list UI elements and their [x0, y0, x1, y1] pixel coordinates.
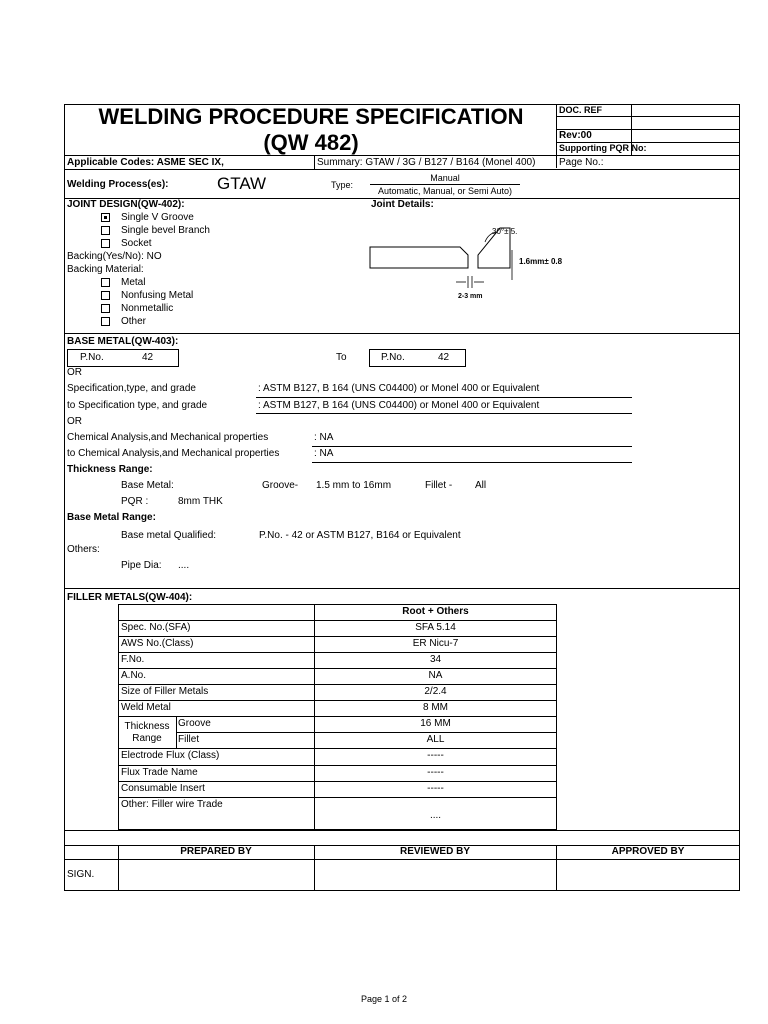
doc-ref-label: DOC. REF [559, 105, 603, 115]
row-line [118, 636, 557, 637]
section-line [64, 830, 740, 831]
field-line [312, 462, 632, 463]
groove-value: 1.5 mm to 16mm [316, 480, 392, 491]
filler-table [118, 604, 557, 830]
material-label: Nonmetallic [121, 303, 174, 314]
joint-details-heading: Joint Details: [371, 199, 434, 210]
angle-label: 30°± 5. [492, 227, 518, 236]
spec-label: Specification,type, and grade [67, 383, 196, 394]
pno-value: 42 [142, 352, 154, 363]
gap-label: 2-3 mm [458, 293, 483, 300]
pno-label: P.No. [80, 352, 104, 363]
material-label: Nonfusing Metal [121, 290, 194, 301]
reviewed-by-label: REVIEWED BY [399, 846, 470, 857]
filler-row-label: F.No. [121, 654, 145, 665]
filler-row-label: Fillet [178, 734, 200, 745]
material-label: Other [121, 316, 147, 327]
filler-row-value: 16 MM [420, 718, 451, 729]
to-chem-label: to Chemical Analysis,and Mechanical properties [67, 448, 280, 459]
filler-row-label: Electrode Flux (Class) [121, 750, 220, 761]
option-label: Single bevel Branch [121, 225, 210, 236]
checkbox-socket[interactable] [101, 239, 110, 248]
welding-process-value: GTAW [217, 174, 267, 193]
fillet-label: Fillet - [425, 480, 453, 491]
root-face-label: 1.6mm± 0.8 [519, 257, 563, 266]
pipe-dia-value: .... [178, 560, 190, 571]
pno2-value: 42 [438, 352, 450, 363]
form-subtitle: (QW 482) [263, 130, 359, 155]
row-line [118, 765, 557, 766]
row-line [118, 716, 557, 717]
row-line [118, 797, 557, 798]
hdr-line [556, 155, 740, 156]
rev-label: Rev:00 [559, 130, 592, 141]
base-metal-label: Base Metal: [121, 480, 174, 491]
checkbox-metal[interactable] [101, 278, 110, 287]
header-divider [556, 104, 557, 168]
field-line [312, 446, 632, 447]
filler-row-value: 2/2.4 [424, 686, 447, 697]
page-no-label: Page No.: [559, 157, 604, 168]
type-value: Manual [430, 173, 460, 183]
field-line [256, 397, 632, 398]
row-line [176, 732, 557, 733]
filler-row-value: SFA 5.14 [415, 622, 456, 633]
section-line [64, 333, 740, 334]
pno2-label: P.No. [381, 352, 405, 363]
supporting-pqr-label: Supporting PQR No: [559, 143, 647, 153]
filler-metals-heading: FILLER METALS(QW-404): [67, 592, 193, 603]
joint-design-heading: JOINT DESIGN(QW-402): [67, 199, 185, 210]
filler-column-header: Root + Others [402, 606, 469, 617]
to-spec-value: : ASTM B127, B 164 (UNS C04400) or Monel 400 or Equivalent [258, 400, 540, 411]
option-label: Single V Groove [121, 212, 194, 223]
chem-label: Chemical Analysis,and Mechanical properties [67, 432, 269, 443]
pqr-label: PQR : [121, 496, 149, 507]
checkbox-single-v-groove[interactable] [101, 213, 110, 222]
prepared-by-label: PREPARED BY [180, 846, 252, 857]
to-spec-label: to Specification type, and grade [67, 400, 208, 411]
filler-row-label: A.No. [121, 670, 147, 681]
sign-label: SIGN. [67, 869, 95, 880]
filler-row-value: ER Nicu-7 [412, 638, 459, 649]
backing: Backing(Yes/No): NO [67, 251, 162, 262]
material-label: Metal [121, 277, 146, 288]
fillet-value: All [475, 480, 487, 491]
checkbox-single-bevel-branch[interactable] [101, 226, 110, 235]
summary: Summary: GTAW / 3G / B127 / B164 (Monel 400) [317, 157, 536, 168]
row-line [118, 652, 557, 653]
section-line [64, 588, 740, 589]
type-label: Type: [331, 180, 354, 190]
backing-material-label: Backing Material: [67, 264, 144, 275]
qualified-label: Base metal Qualified: [121, 530, 217, 541]
filler-row-label: Flux Trade Name [121, 767, 198, 778]
thickness-heading: Thickness Range: [67, 464, 153, 475]
spec-value: : ASTM B127, B 164 (UNS C04400) or Monel 400 or Equivalent [258, 383, 540, 394]
to-label: To [336, 352, 347, 363]
filler-row-label: Size of Filler Metals [121, 686, 209, 697]
filler-row-label: Spec. No.(SFA) [121, 622, 191, 633]
filler-row-value: .... [429, 810, 442, 821]
filler-row-value: ALL [426, 734, 445, 745]
page-footer: Page 1 of 2 [360, 994, 408, 1004]
filler-row-value: ----- [427, 783, 444, 794]
others-label: Others: [67, 544, 100, 555]
chem-value: : NA [314, 432, 334, 443]
or-label: OR [67, 367, 82, 378]
checkbox-nonfusing-metal[interactable] [101, 291, 110, 300]
base-metal-range-heading: Base Metal Range: [67, 512, 156, 523]
row-line [118, 781, 557, 782]
or-label-2: OR [67, 416, 82, 427]
filler-row-label: AWS No.(Class) [121, 638, 194, 649]
form-title: WELDING PROCEDURE SPECIFICATION [98, 104, 524, 129]
welding-process-label: Welding Process(es): [67, 179, 169, 190]
filler-row-label: Groove [178, 718, 211, 729]
to-chem-value: : NA [314, 448, 334, 459]
applicable-codes: Applicable Codes: ASME SEC IX, [67, 157, 224, 168]
filler-row-label: Other: Filler wire Trade [121, 799, 223, 810]
checkbox-other[interactable] [101, 317, 110, 326]
filler-row-label: Weld Metal [121, 702, 171, 713]
row-line [118, 700, 557, 701]
field-line [256, 413, 632, 414]
qualified-value: P.No. - 42 or ASTM B127, B164 or Equivalent [259, 530, 461, 541]
hdr-divider [314, 155, 315, 169]
filler-row-value: 8 MM [423, 702, 448, 713]
row-line [64, 859, 740, 860]
hdr-line [64, 169, 740, 170]
approved-by-label: APPROVED BY [611, 846, 685, 857]
type-hint: Automatic, Manual, or Semi Auto) [377, 186, 513, 196]
filler-row-value: 34 [429, 654, 442, 665]
thickness-range-label: Thickness [124, 721, 170, 732]
groove-label: Groove- [262, 480, 299, 491]
row-line [118, 668, 557, 669]
checkbox-nonmetallic[interactable] [101, 304, 110, 313]
row-line [118, 748, 557, 749]
filler-row-value: NA [428, 670, 443, 681]
hdr-line [64, 155, 556, 156]
pqr-value: 8mm THK [178, 496, 223, 507]
filler-row-label: Consumable Insert [121, 783, 205, 794]
filler-row-value: ----- [427, 750, 444, 761]
filler-row-value: ----- [427, 767, 444, 778]
hdr-line [556, 116, 740, 117]
option-label: Socket [121, 238, 152, 249]
thickness-range-label-2: Range [132, 733, 162, 744]
base-metal-heading: BASE METAL(QW-403): [67, 336, 179, 347]
row-line [118, 620, 557, 621]
pipe-dia-label: Pipe Dia: [121, 560, 162, 571]
row-line [118, 684, 557, 685]
